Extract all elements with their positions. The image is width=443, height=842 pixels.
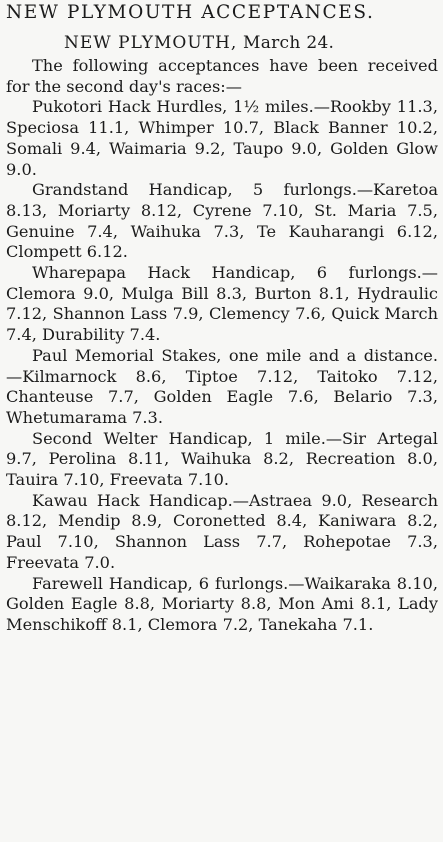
race-entry-paul-memorial-stakes: Paul Memorial Stakes, one mile and a distance.—Kilmarnock 8.6, Tiptoe 7.12, Taitoko 7.12, Chanteuse 7.7, Golden Eagle 7.6, Belario 7.3, Whetumarama 7.3. xyxy=(6,345,438,427)
intro-paragraph: The following acceptances have been received for the second day's races:— xyxy=(6,56,438,96)
race-entry-kawau-hack-handicap: Kawau Hack Handicap.—Astraea 9.0, Research 8.12, Mendip 8.9, Coronetted 8.4, Kaniwara 8.2, Paul 7.10, Shannon Lass 7.7, Rohepotae 7.3, Freevata 7.0. xyxy=(6,490,438,572)
headline: NEW PLYMOUTH ACCEPTANCES. xyxy=(6,2,375,23)
dateline-date: March 24. xyxy=(242,33,335,53)
dateline xyxy=(6,30,438,56)
race-entry-second-welter-handicap: Second Welter Handicap, 1 mile.—Sir Artegal 9.7, Perolina 8.11, Waihuka 8.2, Recreation 8.0, Tauira 7.10, Freevata 7.10. xyxy=(6,428,438,490)
dateline-place: NEW PLYMOUTH, xyxy=(64,33,238,53)
race-entry-grandstand-handicap: Grandstand Handicap, 5 furlongs.—Karetoa 8.13, Moriarty 8.12, Cyrene 7.10, St. Maria 7.5, Genuine 7.4, Waihuka 7.3, Te Kauharangi 6.12, Clompett 6.12. xyxy=(6,180,438,262)
race-entry-wharepapa-hack-handicap: Wharepapa Hack Handicap, 6 furlongs.—Clemora 9.0, Mulga Bill 8.3, Burton 8.1, Hydraulic 7.12, Shannon Lass 7.9, Clemency 7.6, Quick March 7.4, Durability 7.4. xyxy=(6,263,438,345)
race-entry-pukotori-hack-hurdles: Pukotori Hack Hurdles, 1½ miles.—Rookby 11.3, Speciosa 11.1, Whimper 10.7, Black Banner 10.2, Somali 9.4, Waimaria 9.2, Taupo 9.0, Golden Glow 9.0. xyxy=(6,97,438,179)
race-entry-farewell-handicap: Farewell Handicap, 6 furlongs.—Waikaraka 8.10, Golden Eagle 8.8, Moriarty 8.8, Mon Ami 8.1, Lady Menschikoff 8.1, Clemora 7.2, Tanekaha 7.1. xyxy=(6,573,438,634)
